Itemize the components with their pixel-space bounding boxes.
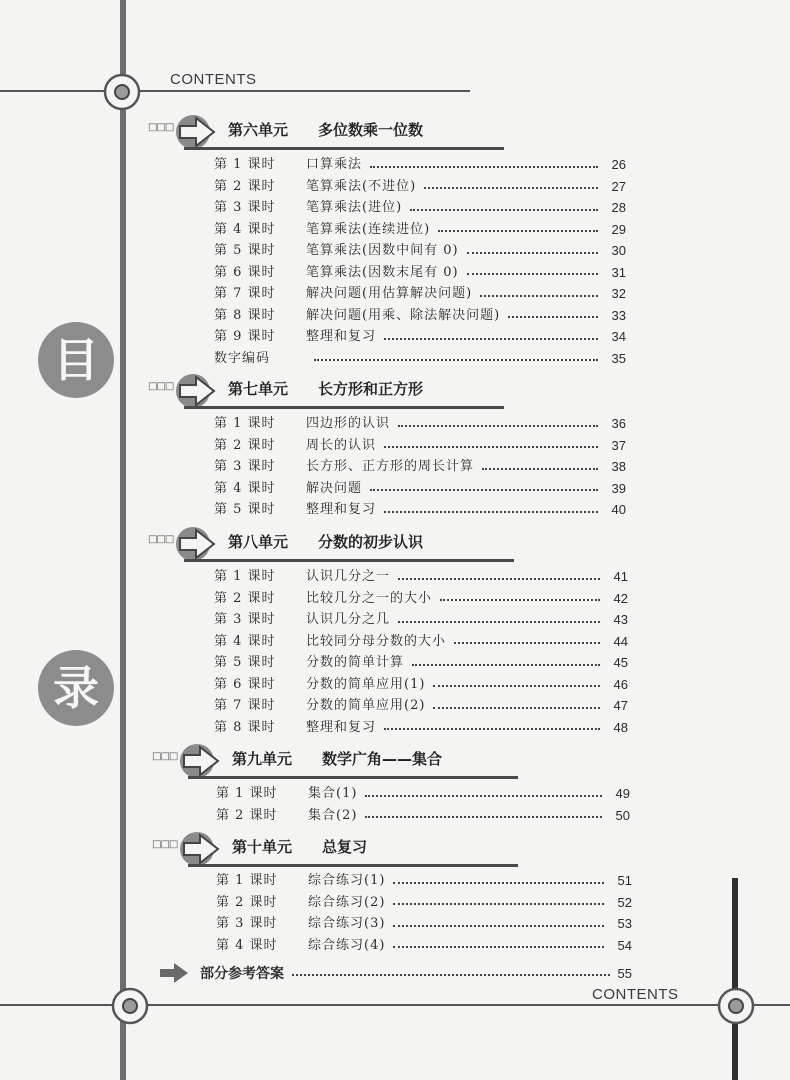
- lesson-label: 第 3 课时: [214, 200, 276, 215]
- lesson-label: 第 2 课时: [214, 178, 276, 194]
- lesson-title: 笔算乘法(不进位): [306, 178, 417, 194]
- dot-leader: [370, 489, 598, 491]
- dot-leader: [365, 816, 602, 818]
- lesson-label: 第 2 课时: [214, 437, 276, 453]
- page-number: 26: [611, 157, 626, 172]
- lesson-title: 四边形的认识: [306, 416, 391, 431]
- lesson-title: 分数的简单计算: [306, 655, 405, 670]
- dot-leader: [482, 468, 598, 470]
- lesson-title: 集合(1): [308, 786, 358, 801]
- toc-entry[interactable]: [214, 695, 628, 717]
- toc-entry[interactable]: [214, 219, 626, 241]
- dot-leader: [467, 273, 598, 275]
- lesson-title: 笔算乘法(因数末尾有 0): [306, 264, 459, 280]
- footer-contents-label: CONTENTS: [592, 986, 679, 1003]
- page-number: 49: [615, 786, 630, 801]
- answers-label: 部分参考答案: [200, 966, 284, 982]
- lesson-label: 第 4 课时: [214, 633, 276, 649]
- dot-leader: [454, 642, 600, 644]
- page-number: 52: [617, 894, 632, 910]
- dot-leader: [410, 209, 598, 211]
- lesson-label: 第 9 课时: [214, 329, 276, 344]
- lesson-label: 第 2 课时: [216, 807, 278, 823]
- lesson-title: 笔算乘法(因数中间有 0): [306, 243, 459, 258]
- lesson-label: 第 1 课时: [216, 786, 278, 801]
- unit-underline: [184, 147, 504, 150]
- lesson-label: 第 6 课时: [214, 676, 276, 692]
- unit-number: 第八单元: [228, 533, 289, 551]
- page-number: 41: [613, 569, 628, 584]
- dot-leader: [398, 425, 598, 427]
- decorative-dots: □□□: [148, 381, 174, 392]
- dot-leader: [365, 795, 602, 797]
- page-number: 54: [617, 937, 632, 953]
- lesson-list: [214, 413, 626, 521]
- lesson-label: 第 1 课时: [214, 157, 276, 172]
- lesson-title: 整理和复习: [306, 329, 377, 344]
- page-number: 45: [613, 655, 628, 670]
- page-number: 37: [611, 437, 626, 453]
- lesson-label: 第 8 课时: [214, 307, 276, 323]
- lesson-label: 第 6 课时: [214, 264, 276, 280]
- top-ring-ornament: [102, 72, 142, 112]
- page-number: 28: [611, 200, 626, 215]
- page-number: 34: [611, 329, 626, 344]
- unit-name: 数学广角——集合: [322, 750, 443, 768]
- page-number: 32: [611, 286, 626, 301]
- arrow-badge-icon: [174, 525, 220, 563]
- toc-entry[interactable]: [214, 631, 628, 653]
- lesson-label: 第 4 课时: [214, 480, 276, 496]
- decorative-dots: □□□: [152, 839, 178, 850]
- unit-number: 第六单元: [228, 121, 289, 139]
- page-number: 48: [613, 719, 628, 735]
- bottom-left-ring-ornament: [110, 986, 150, 1026]
- lesson-label: 第 3 课时: [216, 916, 278, 931]
- lesson-label: 第 7 课时: [214, 698, 276, 713]
- unit-name: 总复习: [322, 838, 368, 856]
- lesson-title: 认识几分之一: [306, 569, 391, 584]
- lesson-title: 认识几分之几: [306, 612, 391, 627]
- dot-leader: [480, 295, 598, 297]
- dot-leader: [314, 359, 598, 361]
- page-number: 51: [617, 873, 632, 888]
- lesson-title: 解决问题(用估算解决问题): [306, 286, 473, 301]
- page-number: 29: [611, 221, 626, 237]
- unit-number: 第九单元: [232, 750, 293, 768]
- page-number: 38: [611, 459, 626, 474]
- dot-leader: [467, 252, 598, 254]
- lesson-label: 第 5 课时: [214, 655, 276, 670]
- arrow-badge-icon: [178, 830, 224, 868]
- unit-title[interactable]: [232, 836, 367, 857]
- lesson-label: 第 4 课时: [216, 937, 278, 953]
- header-contents-label: CONTENTS: [170, 71, 257, 88]
- lesson-title: 长方形、正方形的周长计算: [306, 459, 475, 474]
- toc-entry[interactable]: [214, 413, 626, 435]
- toc-entry[interactable]: [214, 478, 626, 500]
- lesson-label: 第 1 课时: [214, 416, 276, 431]
- bottom-right-ring-ornament: [716, 986, 756, 1026]
- decorative-dots: □□□: [148, 534, 174, 545]
- toc-entry[interactable]: [216, 935, 632, 957]
- dot-leader: [508, 316, 598, 318]
- answers-page-number: 55: [617, 965, 632, 981]
- unit-name: 多位数乘一位数: [318, 121, 424, 139]
- page-number: 50: [615, 807, 630, 823]
- toc-entry[interactable]: [214, 499, 626, 521]
- toc-entry[interactable]: [214, 674, 628, 696]
- toc-entry[interactable]: [214, 240, 626, 262]
- lesson-title: 整理和复习: [306, 719, 377, 735]
- dot-leader: [384, 511, 598, 513]
- toc-entry[interactable]: [214, 348, 626, 370]
- top-horizontal-rule: [0, 90, 470, 92]
- toc-entry[interactable]: [214, 435, 626, 457]
- unit-number: 第十单元: [232, 838, 293, 856]
- page-number: 36: [611, 416, 626, 431]
- page-number: 27: [611, 178, 626, 194]
- lesson-label: 第 5 课时: [214, 502, 276, 517]
- page-number: 47: [613, 698, 628, 713]
- unit-underline: [188, 864, 518, 867]
- toc-entry[interactable]: [214, 305, 626, 327]
- toc-entry[interactable]: [214, 176, 626, 198]
- arrow-badge-icon: [178, 742, 224, 780]
- toc-entry[interactable]: [214, 566, 628, 588]
- lesson-label: 第 7 课时: [214, 286, 276, 301]
- lesson-label: 第 4 课时: [214, 221, 276, 237]
- dot-leader: [424, 187, 598, 189]
- arrow-badge-icon: [174, 372, 220, 410]
- unit-name: 分数的初步认识: [318, 533, 424, 551]
- right-vertical-rule: [732, 878, 738, 1080]
- page-number: 33: [611, 307, 626, 323]
- toc-entry[interactable]: [214, 326, 626, 348]
- toc-entry[interactable]: [214, 609, 628, 631]
- lesson-title: 口算乘法: [306, 157, 363, 172]
- toc-entry[interactable]: [216, 783, 630, 805]
- toc-entry[interactable]: [214, 456, 626, 478]
- lesson-label: 第 1 课时: [214, 569, 276, 584]
- lesson-title: 综合练习(2): [308, 894, 386, 910]
- dot-leader: [393, 925, 604, 927]
- page-number: 31: [611, 264, 626, 280]
- unit-number: 第七单元: [228, 380, 289, 398]
- lesson-label: 第 5 课时: [214, 243, 276, 258]
- lesson-label: 第 2 课时: [216, 894, 278, 910]
- lesson-title: 笔算乘法(进位): [306, 200, 403, 215]
- unit-title[interactable]: [228, 119, 423, 140]
- unit-title[interactable]: [228, 378, 423, 399]
- unit-title[interactable]: [228, 531, 423, 552]
- left-vertical-rule: [120, 0, 126, 1080]
- lesson-title: 比较几分之一的大小: [306, 590, 433, 606]
- dot-leader: [370, 166, 598, 168]
- page-number: 30: [611, 243, 626, 258]
- page-number: 46: [613, 676, 628, 692]
- lesson-title: 解决问题: [306, 480, 363, 496]
- answers-entry[interactable]: [158, 960, 632, 986]
- page-number: 44: [613, 633, 628, 649]
- unit-title[interactable]: [232, 748, 442, 769]
- side-char-mu: 目: [38, 322, 114, 398]
- lesson-title: 笔算乘法(连续进位): [306, 221, 431, 237]
- lesson-title: 综合练习(4): [308, 937, 386, 953]
- dot-leader: [393, 882, 604, 884]
- unit-underline: [184, 406, 504, 409]
- unit-header: [152, 830, 522, 870]
- page-number: 40: [611, 502, 626, 517]
- dot-leader: [440, 599, 600, 601]
- toc-entry[interactable]: [214, 652, 628, 674]
- dot-leader: [433, 707, 600, 709]
- lesson-title: 综合练习(3): [308, 916, 386, 931]
- lesson-list: [214, 566, 628, 738]
- toc-entry[interactable]: [214, 197, 626, 219]
- arrow-badge-icon: [174, 113, 220, 151]
- unit-underline: [188, 776, 518, 779]
- lesson-title: 解决问题(用乘、除法解决问题): [306, 307, 501, 323]
- lesson-label: 第 1 课时: [216, 873, 278, 888]
- dot-leader: [384, 728, 600, 730]
- dot-leader: [398, 578, 600, 580]
- dot-leader: [384, 446, 598, 448]
- page-number: 53: [617, 916, 632, 931]
- dot-leader: [393, 903, 604, 905]
- dot-leader: [292, 974, 610, 976]
- unit-underline: [184, 559, 514, 562]
- toc-entry[interactable]: [214, 283, 626, 305]
- dot-leader: [384, 338, 598, 340]
- toc-entry[interactable]: [214, 588, 628, 610]
- toc-entry[interactable]: [216, 870, 632, 892]
- side-char-lu: 录: [38, 650, 114, 726]
- lesson-title: 综合练习(1): [308, 873, 386, 888]
- unit-header: [148, 113, 518, 153]
- unit-header: [148, 525, 518, 565]
- unit-header: [152, 742, 522, 782]
- dot-leader: [412, 664, 600, 666]
- dot-leader: [433, 685, 600, 687]
- toc-entry[interactable]: [216, 892, 632, 914]
- toc-entry[interactable]: [216, 805, 630, 827]
- arrow-icon: [158, 961, 190, 985]
- lesson-title: 整理和复习: [306, 502, 377, 517]
- lesson-title: 分数的简单应用(1): [306, 676, 426, 692]
- lesson-label: 第 2 课时: [214, 590, 276, 606]
- toc-entry[interactable]: [214, 717, 628, 739]
- page-number: 35: [611, 350, 626, 366]
- lesson-title: 集合(2): [308, 807, 358, 823]
- dot-leader: [398, 621, 600, 623]
- dot-leader: [438, 230, 598, 232]
- dot-leader: [393, 946, 604, 948]
- lesson-list: [214, 154, 626, 369]
- toc-entry[interactable]: [216, 913, 632, 935]
- decorative-dots: □□□: [148, 122, 174, 133]
- toc-entry[interactable]: [214, 262, 626, 284]
- lesson-label: 第 3 课时: [214, 459, 276, 474]
- lesson-title: 周长的认识: [306, 437, 377, 453]
- unit-header: [148, 372, 518, 412]
- page-number: 42: [613, 590, 628, 606]
- lesson-label: 数字编码: [214, 350, 271, 366]
- lesson-title: 分数的简单应用(2): [306, 698, 426, 713]
- page-number: 39: [611, 480, 626, 496]
- lesson-list: [216, 783, 630, 826]
- lesson-label: 第 3 课时: [214, 612, 276, 627]
- toc-entry[interactable]: [214, 154, 626, 176]
- decorative-dots: □□□: [152, 751, 178, 762]
- page-number: 43: [613, 612, 628, 627]
- lesson-list: [216, 870, 632, 956]
- unit-name: 长方形和正方形: [318, 380, 424, 398]
- lesson-title: 比较同分母分数的大小: [306, 633, 447, 649]
- lesson-label: 第 8 课时: [214, 719, 276, 735]
